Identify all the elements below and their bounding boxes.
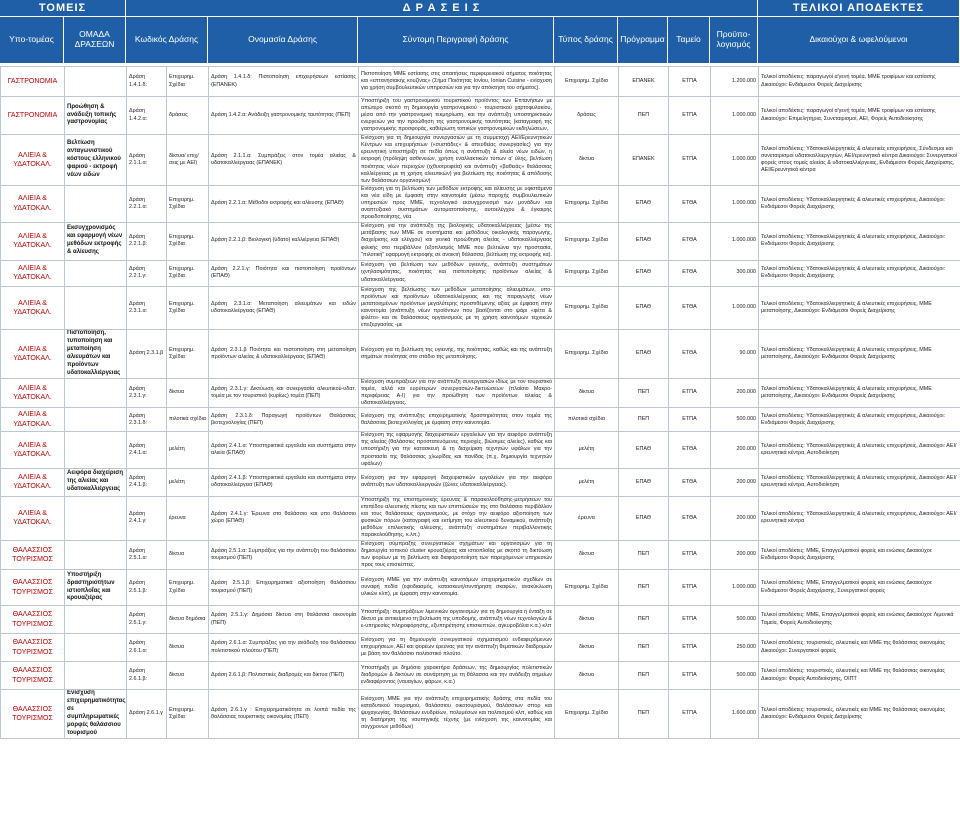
action-group-cell: Υποστήριξη δραστηριοτήτων ιστιοπλοΐας και κρουαζιέρας — [65, 570, 127, 606]
action-group-cell — [65, 496, 127, 540]
table-row — [1, 662, 960, 690]
sector-cell: ΑΛΙΕΙΑ & ΥΔΑΤΟΚΑΛ. — [1, 496, 65, 540]
description-cell: Ενίσχυση ΜΜΕ για την ανάπτυξη καινοτόμων επιχειρηματικών σχεδίων σε συναφή πεδία (εφοδιασμός, κατασκευή/συντήρηση σκαφών, ανακύκλωση υλικών κλπ), με έμφαση στην καινοτομία. — [359, 570, 555, 606]
fund-cell: ΕΤΘΑ — [669, 496, 711, 540]
description-cell: Ενίσχυση της εφαρμογής διαχειριστικών εργαλείων για την αειφόρο ανάπτυξη της αλιείας (θαλάσσιες προστατευόμενες περιοχές, βιώσιμες αλιείες), καθώς και υποστήριξη για την κατασκευή & τη διαχείριση τεχνητών υφάλων για την προστασία της θαλάσσιας χλωρίδας και πανίδας (π.χ. δημιουργία τεχνητών υφάλων) — [359, 432, 555, 469]
fund-cell: ΕΤΠΑ — [669, 97, 711, 135]
action-name-cell: Δράση 2.6.1.γ : Επιχειρηματικότητα σε λοιπά πεδία της θαλάσσιας τουριστικής οικονομίας (ΠΕΠ) — [209, 690, 359, 738]
table-row — [1, 378, 960, 408]
fund-cell: ΕΤΘΑ — [669, 432, 711, 469]
sector-cell: ΘΑΛΑΣΣΙΟΣ ΤΟΥΡΙΣΜΟΣ — [1, 690, 65, 738]
action-name-cell: Δράση 2.6.1.β: Πολιτιστικές διαδρομές και δίκτυα (ΠΕΠ) — [209, 662, 359, 690]
sector-cell: ΑΛΙΕΙΑ & ΥΔΑΤΟΚΑΛ. — [1, 185, 65, 222]
beneficiaries-cell: Τελικοί αποδέκτες: Υδατοκαλλιεργητικές & αλιευτικές επιχειρήσεις, ΜΜΕ μεταποίησης, Δικαιούχοι: Ενδιάμεσοι Φορείς Διαχείρισης — [759, 330, 960, 378]
table-row — [1, 185, 960, 222]
sector-cell: ΑΛΙΕΙΑ & ΥΔΑΤΟΚΑΛ. — [1, 330, 65, 378]
action-type-cell: μελέτη — [555, 468, 619, 496]
budget-cell: 1.000.000 — [711, 135, 759, 186]
table-row — [1, 330, 960, 378]
action-kind-cell: Επιχειρημ. Σχέδια — [167, 222, 209, 260]
action-name-cell: Δράση 2.5.1.β: Επιχειρηματικά αξιοποίηση θαλάσσιου τουρισμού (ΠΕΠ) — [209, 570, 359, 606]
sector-cell: ΓΑΣΤΡΟΝΟΜΙΑ — [1, 97, 65, 135]
action-kind-cell: δίκτυα — [167, 634, 209, 662]
action-code-cell: Δράση 2.4.1.β: — [127, 468, 167, 496]
action-code-cell: Δράση 2.5.1.α: — [127, 540, 167, 570]
action-type-cell: δίκτυα — [555, 378, 619, 408]
action-kind-cell: Επιχειρημ. Σχέδια — [167, 690, 209, 738]
action-kind-cell: δίκτυα — [167, 662, 209, 690]
col-action-code: Κωδικός Δράσης — [126, 17, 208, 63]
action-type-cell: δίκτυα — [555, 662, 619, 690]
action-group-cell — [65, 606, 127, 634]
budget-cell: 200.000 — [711, 432, 759, 469]
action-name-cell: Δράση 2.1.1.α: Συμπράξεις στον τομέα αλιείας & υδατοκαλλιέργειας (ΕΠΑΝΕΚ) — [209, 135, 359, 186]
program-cell: ΕΠΑΘ — [619, 185, 669, 222]
action-type-cell: δράσεις — [555, 97, 619, 135]
action-name-cell: Δράση 1.4.2.α: Ανάδειξη γαστρονομικής ταυτότητας (ΠΕΠ) — [209, 97, 359, 135]
action-code-cell: Δράση 2.4.1.α: — [127, 432, 167, 469]
beneficiaries-cell: Τελικοί αποδέκτες: Υδατοκαλλιεργητικές & αλιευτικές επιχειρήσεις, Δικαιούχοι: Ενδιάμεσοι Φορείς Διαχείρισης — [759, 185, 960, 222]
table-row — [1, 468, 960, 496]
fund-cell: ΕΤΘΑ — [669, 260, 711, 286]
action-type-cell: Επιχειρημ. Σχέδια — [555, 185, 619, 222]
budget-cell: 200.000 — [711, 378, 759, 408]
description-cell: Ενίσχυση συμπράξεων για την ανάπτυξη συνεργασιών ιδίως με τον τουριστικό τομέα, αλλά και ευρύτερων συνεργασιών-δικτυώσεων (πλαίσιο Μακρο-περιφέρειας Α-Ι) για την προώθηση των προϊόντων αλιείας & υδατοκαλλιέργειας. — [359, 378, 555, 408]
beneficiaries-cell: Τελικοί αποδέκτες: Υδατοκαλλιεργητικές & αλιευτικές επιχειρήσεις, Δικαιούχοι: ΑΕΙ/ ερευνητικά κέντρα — [759, 496, 960, 540]
description-cell: Ενίσχυση για βελτίωση των μεθόδων υγιεινής, ανάπτυξη συστημάτων ιχνηλασιμότητας, ποιότητας και πιστοποίησης προϊόντων αλιείας & υδατοκαλλιέργειας. — [359, 260, 555, 286]
action-code-cell: Δράση 1.4.1.δ: — [127, 67, 167, 97]
description-cell: Ενίσχυση για την εφαρμογή διαχειριστικών εργαλείων για την αειφόρο ανάπτυξη των υδατοκαλλιεργειών (ζώνες υδατοκαλλιέργειας). — [359, 468, 555, 496]
action-kind-cell: έρευνα — [167, 496, 209, 540]
table-row — [1, 286, 960, 330]
action-type-cell: Επιχειρημ. Σχέδια — [555, 330, 619, 378]
action-kind-cell: Επιχειρημ. Σχέδια — [167, 286, 209, 330]
action-kind-cell: Επιχειρημ. Σχέδια — [167, 260, 209, 286]
table-row — [1, 260, 960, 286]
action-name-cell: Δράση 2.4.1.γ: Έρευνα στο θαλάσσιο και υπο θαλάσσιο χώρο (ΕΠΑΘ) — [209, 496, 359, 540]
program-cell: ΠΕΠ — [619, 634, 669, 662]
action-kind-cell: δίκτυα δημόσια — [167, 606, 209, 634]
action-code-cell: Δράση 2.3.1.δ: — [127, 408, 167, 432]
fund-cell: ΕΤΠΑ — [669, 570, 711, 606]
action-type-cell: Επιχειρημ. Σχέδια — [555, 260, 619, 286]
description-cell: Ενίσχυση για τη βελτίωση των μεθόδων εκτροφής και αλίευσης με υφιστάμενα και νέα είδη με έμφαση στην καινοτομία (μέσω παροχής συμβουλευτικών υπηρεσιών προς ΜΜΕ, τεχνολογικό εκσυγχρονισμό των μονάδων και αναπτυξιακό συστημάτων αυτοματοποίησης, αυτοελέγχου & έγκαιρης προειδοποίησης, νέα — [359, 185, 555, 222]
program-cell: ΠΕΠ — [619, 606, 669, 634]
col-action-type: Τύπος δράσης — [554, 17, 618, 63]
sector-cell: ΑΛΙΕΙΑ & ΥΔΑΤΟΚΑΛ. — [1, 432, 65, 469]
action-group-cell: Ενίσχυση επιχειρηματικότητας σε συμπληρωματικές μορφές θαλάσσιου τουρισμού — [65, 690, 127, 738]
action-code-cell: Δράση 1.4.2.α: — [127, 97, 167, 135]
budget-cell: 1.000.000 — [711, 286, 759, 330]
action-type-cell: Επιχειρημ. Σχέδια — [555, 570, 619, 606]
action-name-cell: Δράση 2.4.1.α: Υποστηρικτικά εργαλεία και συστήματα στην αλιεία (ΕΠΑΘ) — [209, 432, 359, 469]
action-code-cell: Δράση 2.3.1.γ: — [127, 378, 167, 408]
action-kind-cell: δίκτυα — [167, 378, 209, 408]
sector-cell: ΑΛΙΕΙΑ & ΥΔΑΤΟΚΑΛ. — [1, 468, 65, 496]
description-cell: Ενίσχυση της ανάπτυξης επιχειρηματικής δραστηριότητας στον τομέα της θαλάσσιας βιοτεχνολογίας με έμφαση στην καινοτομία. — [359, 408, 555, 432]
action-name-cell: Δράση 2.5.1.α: Συμπράξεις για την ανάπτυξη του θαλάσσιου τουρισμού (ΠΕΠ) — [209, 540, 359, 570]
program-cell: ΠΕΠ — [619, 690, 669, 738]
beneficiaries-cell: Τελικοί αποδέκτες: Υδατοκαλλιεργητικές & αλιευτικές επιχειρήσεις, Δικαιούχοι: Ενδιάμεσοι Φορείς Διαχείρισης — [759, 260, 960, 286]
action-code-cell: Δράση 2.1.1.α: — [127, 135, 167, 186]
table-row — [1, 540, 960, 570]
sector-cell: ΘΑΛΑΣΣΙΟΣ ΤΟΥΡΙΣΜΟΣ — [1, 570, 65, 606]
header-final-recipients: ΤΕΛΙΚΟΙ ΑΠΟΔΕΚΤΕΣ — [758, 0, 960, 16]
fund-cell: ΕΤΘΑ — [669, 468, 711, 496]
budget-cell: 200.000 — [711, 540, 759, 570]
fund-cell: ΕΤΘΑ — [669, 222, 711, 260]
program-cell: ΕΠΑΘ — [619, 432, 669, 469]
beneficiaries-cell: Τελικοί αποδέκτες: Υδατοκαλλιεργητικές & αλιευτικές επιχειρήσεις, Σύνδεσμοι και συνεταιρισμοί υδατοκαλλιεργητών, ΑΕΙ/ερευνητικά κέντρα Δικαιούχοι: Συνεργατικοί φορείς στους τομείς αλιείας & υδατοκαλλιέργειας, Ενδιάμεσοι Φορείς Διαχείρισης, ΑΕΙ/Ερευνητικά κέντρα — [759, 135, 960, 186]
budget-cell: 1.000.000 — [711, 185, 759, 222]
action-name-cell: Δράση 2.2.1.β: Βιολογική (ύδατο) καλλιέργεια (ΕΠΑΘ) — [209, 222, 359, 260]
action-name-cell: Δράση 2.2.1.α: Μέθοδοι εκτροφής και αλίευσης (ΕΠΑΘ) — [209, 185, 359, 222]
action-name-cell: Δράση 2.3.1.γ: Δικτύωση και συνεργασία αλιευτικού-υδατ. τομέα με τον τουριστικό (κυρίως) τομέα (ΠΕΠ) — [209, 378, 359, 408]
fund-cell: ΕΤΠΑ — [669, 662, 711, 690]
action-name-cell: Δράση 2.2.1.γ: Ποιότητα και πιστοποίηση προϊόντων (ΕΠΑΘ) — [209, 260, 359, 286]
action-code-cell: Δράση 2.3.1.α: — [127, 286, 167, 330]
budget-cell: 1.600.000 — [711, 690, 759, 738]
fund-cell: ΕΤΠΑ — [669, 690, 711, 738]
description-cell: Πιστοποίηση ΜΜΕ εστίασης στις απαιτήσεις περιφερειακού σήματος ποιότητας και «επτανησιακής κουζίνας» (Σήμα Ποιότητας Ιονίου, Ionian Cuisine - ενίσχυση για χρήση συμβουλευτικών υπηρεσιών και για την απόκτηση του σήματος). — [359, 67, 555, 97]
description-cell: Ενίσχυση σύμπραξης συνεργατικών σχημάτων και οργανισμών για τη δημιουργία τοπικού cluster κρουαζιέρας και ιστιοπλοΐας με σκοπό τη δικτύωση των φορέων με τη βελτίωση και διαφοροποίηση των παρεχόμενων υπηρεσιών προς τους επισκέπτες. — [359, 540, 555, 570]
fund-cell: ΕΤΘΑ — [669, 286, 711, 330]
action-kind-cell: δράσεις — [167, 97, 209, 135]
actions-table — [0, 66, 960, 739]
program-cell: ΕΠΑΘ — [619, 468, 669, 496]
action-name-cell: Δράση 2.3.1.δ: Παραγωγή προϊόντων Θαλάσσιας βιοτεχνολογίας (ΠΕΠ) — [209, 408, 359, 432]
action-group-cell — [65, 432, 127, 469]
sector-cell: ΑΛΙΕΙΑ & ΥΔΑΤΟΚΑΛ. — [1, 135, 65, 186]
description-cell: Ενίσχυση για τη δημιουργία συνεργασιών με τη συμμετοχή ΑΕΙ/Ερευνητικών Κέντρων και επιχειρήσεων («συστάδες» & απευθείας συνεργασίες) για την ερευνητική υποστήριξη σε πεδία όπως η ανάπτυξη & αλιεία νέων ειδών, η εκτροφή (πρόληψη ασθενειών, χρήση εναλλακτικών τύπων α' ύλης, βελτίωση ποιότητας νέων περιοχών (ιχθυοτροφεία) και ανάπτυξη «βαθειάς» θαλάσσιας καλλιέργειας με τη χρήση αλιευτικών) για βελτίωση της ποιότητας & απόδοσης των θαλάσσιων οργανισμών) — [359, 135, 555, 186]
action-type-cell: Επιχειρημ. Σχέδια — [555, 286, 619, 330]
action-group-cell: Εκσυγχρονισμός και εφαρμογή νέων μεθόδων εκτροφής & αλίευσης — [65, 222, 127, 260]
sector-cell: ΑΛΙΕΙΑ & ΥΔΑΤΟΚΑΛ. — [1, 286, 65, 330]
action-group-cell — [65, 634, 127, 662]
beneficiaries-cell: Τελικοί αποδέκτες: Υδατοκαλλιεργητικές & αλιευτικές επιχειρήσεις, Δικαιούχοι: ΑΕΙ/ ερευνητικά κέντρα, Αυτοδιοίκηση — [759, 468, 960, 496]
action-code-cell: Δράση 2.6.1.β: — [127, 662, 167, 690]
col-action-group: ΟΜΑΔΑ ΔΡΑΣΕΩΝ — [64, 17, 126, 63]
program-cell: ΠΕΠ — [619, 570, 669, 606]
col-description: Σύντομη Περιγραφή δράσης — [358, 17, 554, 63]
action-type-cell: Επιχειρημ. Σχέδια — [555, 222, 619, 260]
fund-cell: ΕΤΘΑ — [669, 330, 711, 378]
fund-cell: ΕΤΠΑ — [669, 634, 711, 662]
action-group-cell — [65, 540, 127, 570]
beneficiaries-cell: Τελικοί αποδέκτες: παραγωγοί α'γενή τομέα, ΜΜΕ τροφίμων και εστίασης Δικαιούχοι: Ενδιάμεσοι Φορείς Διαχείρισης — [759, 67, 960, 97]
budget-cell: 200.000 — [711, 468, 759, 496]
action-group-cell — [65, 260, 127, 286]
action-kind-cell: Επιχειρημ. Σχέδια — [167, 570, 209, 606]
action-kind-cell: μελέτη — [167, 468, 209, 496]
budget-cell: 1.200.000 — [711, 67, 759, 97]
table-row — [1, 432, 960, 469]
table-row — [1, 135, 960, 186]
action-kind-cell: μελέτη — [167, 432, 209, 469]
beneficiaries-cell: Τελικοί αποδέκτες: τουριστικές, αλιευτικές και ΜΜΕ της θαλάσσιας οικονομίας Δικαιούχοι: Ενδιάμεσοι Φορείς Διαχείρισης — [759, 690, 960, 738]
action-group-cell: Βελτίωση ανταγωνιστικού κόστους ελληνικού ψαριού - εκτροφή νέων ειδών — [65, 135, 127, 186]
program-cell: ΕΠΑΘ — [619, 260, 669, 286]
table-row — [1, 690, 960, 738]
beneficiaries-cell: Τελικοί αποδέκτες: ΜΜΕ, Επαγγελματικοί φορείς και ενώσεις Δικαιούχοι: Λιμενικά Ταμεία, Φορείς Αυτοδιοίκησης — [759, 606, 960, 634]
action-type-cell: πιλοτικά σχέδια — [555, 408, 619, 432]
action-type-cell: Επιχειρημ. Σχέδια — [555, 690, 619, 738]
action-type-cell: έρευνα — [555, 496, 619, 540]
beneficiaries-cell: Τελικοί αποδέκτες: Υδατοκαλλιεργητικές & αλιευτικές επιχειρήσεις, ΜΜΕ μεταποίησης, Δικαιούχοι: Ενδιάμεσοι Φορείς Διαχείρισης — [759, 286, 960, 330]
action-kind-cell: πιλοτικά σχέδια — [167, 408, 209, 432]
action-type-cell: μελέτη — [555, 432, 619, 469]
budget-cell: 1.000.000 — [711, 222, 759, 260]
col-fund: Ταμείο — [668, 17, 710, 63]
action-code-cell: Δράση 2.6.1.α: — [127, 634, 167, 662]
action-name-cell: Δράση 2.6.1.α: Συμπράξεις για την ανάδειξη του θαλάσσιου πολιτιστικού πλούτου (ΠΕΠ) — [209, 634, 359, 662]
header-sectors: ΤΟΜΕΙΣ — [0, 0, 126, 16]
program-cell: ΠΕΠ — [619, 97, 669, 135]
program-cell: ΠΕΠ — [619, 408, 669, 432]
program-cell: ΕΠΑΝΕΚ — [619, 135, 669, 186]
sector-cell: ΑΛΙΕΙΑ & ΥΔΑΤΟΚΑΛ. — [1, 408, 65, 432]
action-code-cell: Δράση 2.3.1.β — [127, 330, 167, 378]
sector-cell: ΘΑΛΑΣΣΙΟΣ ΤΟΥΡΙΣΜΟΣ — [1, 662, 65, 690]
action-group-cell: Προώθηση & ανάδειξη τοπικής γαστρονομίας — [65, 97, 127, 135]
action-code-cell: Δράση 2.5.1.β: — [127, 570, 167, 606]
table-row — [1, 222, 960, 260]
budget-cell: 500.000 — [711, 606, 759, 634]
program-cell: ΕΠΑΝΕΚ — [619, 67, 669, 97]
col-action-name: Ονομασία Δράσης — [208, 17, 358, 63]
sector-cell: ΘΑΛΑΣΣΙΟΣ ΤΟΥΡΙΣΜΟΣ — [1, 540, 65, 570]
action-type-cell: δίκτυα — [555, 634, 619, 662]
description-cell: Υποστήριξη του γαστρονομικού τουριστικού προϊόντος των Επτανήσων με απώτερο σκοπό τη δημιουργία γαστρονομικού - τουριστικού χαρτοφυλακίου, μέσα από την γαστρονομική τεκμηρίωση, και την ανάπτυξη υποστηρικτικών ενεργειών για την προώθηση της γαστρονομικής ταυτότητας (καταγραφή της γαστρονομικής προσφοράς, καθιέρωση τοπικών γαστρονομικών εκδηλώσεων, — [359, 97, 555, 135]
sector-cell: ΘΑΛΑΣΣΙΟΣ ΤΟΥΡΙΣΜΟΣ — [1, 634, 65, 662]
beneficiaries-cell: Τελικοί αποδέκτες: τουριστικές, αλιευτικές και ΜΜΕ της θαλάσσιας οικονομίας Δικαιούχοι: Φορείς Αυτοδιοίκησης, ΟΙΠΤ — [759, 662, 960, 690]
description-cell: Υποστήριξη με δημόσιο χαρακτήρα δράσεων, της δημιουργίας πολιτιστικών διαδρομών & δικτύων σε συνάρτηση με τη θάλασσα και την ανάδειξη σημείων ενδιαφέροντος (ναυαγίων, φάρων, κ.α.) — [359, 662, 555, 690]
action-name-cell: Δράση 2.3.1.α: Μεταποίηση αλιευμάτων και ειδών υδατοκαλλιέργειας (ΕΠΑΘ) — [209, 286, 359, 330]
beneficiaries-cell: Τελικοί αποδέκτες: Υδατοκαλλιεργητικές & αλιευτικές επιχειρήσεις, Δικαιούχοι: ΑΕΙ/ ερευνητικά κέντρα, Αυτοδιοίκηση — [759, 432, 960, 469]
fund-cell: ΕΤΠΑ — [669, 67, 711, 97]
budget-cell: 500.000 — [711, 408, 759, 432]
beneficiaries-cell: Τελικοί αποδέκτες: ΜΜΕ, Επαγγελματικοί φορείς και ενώσεις Δικαιούχοι: Ενδιάμεσοι Φορείς Διαχείρισης, Συνεργατικοί φορείς — [759, 570, 960, 606]
action-kind-cell: Επιχειρημ. Σχέδια — [167, 67, 209, 97]
program-cell: ΠΕΠ — [619, 540, 669, 570]
action-group-cell — [65, 378, 127, 408]
action-code-cell: Δράση 2.5.1.γ: — [127, 606, 167, 634]
action-kind-cell: Επιχειρημ. Σχέδια — [167, 330, 209, 378]
beneficiaries-cell: Τελικοί αποδέκτες: Υδατοκαλλιεργητικές & αλιευτικές επιχειρήσεις, Δικαιούχοι: Ενδιάμεσοι Φορείς Διαχείρισης — [759, 222, 960, 260]
program-cell: ΕΠΑΘ — [619, 330, 669, 378]
description-cell: Ενίσχυση ΜΜΕ για την ανάπτυξη επιχειρηματικής δράσης στα πεδία του καταδυτικού τουρισμού, θαλάσσιου οικοτουρισμού, θαλάσσιων σπορ και ψυχαγωγίας, θαλάσσιων ενυδρείων, πολυμέσων και πολιτισμού κλπ, καθώς και τη διατήρηση της ναυπηγικής τέχνης (με ενίσχυση της καινοτομίας και σύγχρονων μεθόδων) — [359, 690, 555, 738]
program-cell: ΠΕΠ — [619, 662, 669, 690]
budget-cell: 1.000.000 — [711, 97, 759, 135]
program-cell: ΕΠΑΘ — [619, 222, 669, 260]
sector-cell: ΑΛΙΕΙΑ & ΥΔΑΤΟΚΑΛ. — [1, 378, 65, 408]
table-row — [1, 67, 960, 97]
action-name-cell: Δράση 1.4.1.δ: Πιστοποίηση επιχειρήσεων εστίασης (ΕΠΑΝΕΚ) — [209, 67, 359, 97]
action-name-cell: Δράση 2.4.1.β: Υποστηρικτικά εργαλεία και συστήματα στην υδατοκαλλιέργεια (ΕΠΑΘ) — [209, 468, 359, 496]
action-group-cell — [65, 286, 127, 330]
action-group-cell: Πιστοποίηση, τυποποίηση και μεταποίηση αλιευμάτων και προϊόντων υδατοκαλλιέργειας — [65, 330, 127, 378]
action-kind-cell: δίκτυα — [167, 540, 209, 570]
sector-cell: ΑΛΙΕΙΑ & ΥΔΑΤΟΚΑΛ. — [1, 222, 65, 260]
table-row — [1, 97, 960, 135]
action-type-cell: δίκτυα — [555, 540, 619, 570]
budget-cell: 1.000.000 — [711, 570, 759, 606]
budget-cell: 90.000 — [711, 330, 759, 378]
col-program: Πρόγραμμα — [618, 17, 668, 63]
description-cell: Υποστήριξη: συμπράξεων λιμενικών οργανισμών για τη δημιουργία ή ένταξη σε δίκτυα με αντικείμενο τη βελτίωση της υποδομής, ανάπτυξη νέων τεχνολογιών & ε-υπηρεσίες πληροφόρησης, εξυπηρέτησης επισκεπτών, αγκυροβόλια κ.α.) κλπ — [359, 606, 555, 634]
description-cell: Ενίσχυση της βελτίωσης των μεθόδων μεταποίησης αλιευμάτων, υπο-προϊόντων και προϊόντων υδατοκαλλιέργειας και της παραγωγής νέων μεταποιημένων προϊόντων μεγαλύτερης προστιθέμενης αξίας με έμφαση στην καινοτομία (ανάπτυξη νέων προϊόντων που βασίζονται στο ψάρι «φέτα & φιλέτο» και σε θαλάσσιους οργανισμούς με τη χρήση καινοτόμων τεχνικών επεξεργασίας -με — [359, 286, 555, 330]
beneficiaries-cell: Τελικοί αποδέκτες: ΜΜΕ, Επαγγελματικοί φορείς και ενώσεις Δικαιούχοι: Ενδιάμεσοι Φορείς Διαχείρισης — [759, 540, 960, 570]
program-cell: ΠΕΠ — [619, 378, 669, 408]
table-row — [1, 496, 960, 540]
action-name-cell: Δράση 2.5.1.γ: Δημόσια δίκτυα στη θαλάσσια οικονομία (ΠΕΠ) — [209, 606, 359, 634]
col-budget: Προϋπο-λογισμός — [710, 17, 758, 63]
table-row — [1, 634, 960, 662]
table-row — [1, 606, 960, 634]
action-group-cell — [65, 662, 127, 690]
fund-cell: ΕΤΠΑ — [669, 408, 711, 432]
action-type-cell: δίκτυα — [555, 135, 619, 186]
budget-cell: 250.000 — [711, 634, 759, 662]
table-row — [1, 408, 960, 432]
fund-cell: ΕΤΘΑ — [669, 185, 711, 222]
action-type-cell: Επιχειρημ. Σχέδια — [555, 67, 619, 97]
program-cell: ΕΠΑΘ — [619, 286, 669, 330]
description-cell: Ενίσχυση για την ανάπτυξη της βιολογικής υδατοκαλλιέργειας (μέσω της μετάβασης των ΜΜΕ σε συστήματα και μεθόδους οικολογικής παραγωγής, διαχείρισης και ελέγχου) και γενικά προώθηση αλιείας - υδατοκαλλιέργειας φιλικής στο περιβάλλον (εξοπλισμός ΜΜΕ που βελτιώνει την προστασία, "πιλοτική" εφαρμογή εκτροφής σε ανοικτή θάλασσα, βελτίωση της εκτροφής κα). — [359, 222, 555, 260]
sector-cell: ΑΛΙΕΙΑ & ΥΔΑΤΟΚΑΛ. — [1, 260, 65, 286]
fund-cell: ΕΤΠΑ — [669, 378, 711, 408]
action-code-cell: Δράση 2.4.1.γ: — [127, 496, 167, 540]
action-kind-cell: δίκτυα/ επιχ/σεις με ΑΕΙ) — [167, 135, 209, 186]
table-row — [1, 570, 960, 606]
beneficiaries-cell: Τελικοί αποδέκτες: παραγωγοί α'γενή τομέα, ΜΜΕ τροφίμων και εστίασης Δικαιούχοι: Επιμελητήρια, Συνεταιρισμοί, ΑΕΙ, Φορείς Αυτοδιοίκησης — [759, 97, 960, 135]
description-cell: Ενίσχυση για τη δημιουργία συνεργατικού σχηματισμού ενδιαφερόμενων επιχειρήσεων, ΑΕΙ και φορέων έρευνας για την ανάπτυξη θεματικών διαδρομών με βάση τον θαλάσσιο πολιτιστικό πλούτο. — [359, 634, 555, 662]
action-group-cell: Αειφόρα διαχείριση της αλιείας και υδατοκαλλιέργειας — [65, 468, 127, 496]
action-group-cell — [65, 185, 127, 222]
budget-cell: 500.000 — [711, 662, 759, 690]
fund-cell: ΕΤΠΑ — [669, 540, 711, 570]
action-type-cell: δίκτυα — [555, 606, 619, 634]
action-code-cell: Δράση 2.6.1.γ — [127, 690, 167, 738]
action-group-cell — [65, 67, 127, 97]
header-actions: Δ Ρ Α Σ Ε Ι Σ — [126, 0, 758, 16]
fund-cell: ΕΤΠΑ — [669, 135, 711, 186]
budget-cell: 200.000 — [711, 496, 759, 540]
program-cell: ΕΠΑΘ — [619, 496, 669, 540]
description-cell: Ενίσχυση για τη βελτίωση της υγιεινής, της ποιότητας, καθώς και της ανάπτυξη σημάτων ποιότητας στο στάδιο της μεταποίησης. — [359, 330, 555, 378]
action-code-cell: Δράση 2.2.1.β: — [127, 222, 167, 260]
budget-cell: 300.000 — [711, 260, 759, 286]
col-beneficiaries: Δικαιούχοι & ωφελούμενοι — [758, 17, 960, 63]
action-code-cell: Δράση 2.2.1.γ: — [127, 260, 167, 286]
sector-cell: ΓΑΣΤΡΟΝΟΜΙΑ — [1, 67, 65, 97]
beneficiaries-cell: Τελικοί αποδέκτες: τουριστικές, αλιευτικές και ΜΜΕ της θαλάσσιας οικονομίας Δικαιούχοι: Συνεργατικοί φορείς — [759, 634, 960, 662]
action-code-cell: Δράση 2.2.1.α: — [127, 185, 167, 222]
col-subsector: Υπο-τομέας — [0, 17, 64, 63]
action-name-cell: Δράση 2.3.1.β Ποιότητα και πιστοποίηση στη μεταποίηση προϊόντων αλιείας & υδατοκαλλιέργειας (ΕΠΑΘ) — [209, 330, 359, 378]
description-cell: Υποστήριξη της επιστημονικής έρευνας & παρακολούθησης-μετρήσεων του επιπέδου αλιευτικής πίεσης και των επιπτώσεών της στο θαλάσσιο περιβάλλον και τους θαλάσσιους οργανισμούς, με στόχο την αειφόρο αξιοποίηση των φυσικών πόρων (καταγραφή και εκτίμηση του αλιευτικού δυναμικού, ανάπτυξη μεθόδων επιλεκτικής αλίευσης, ανάπτυξη συστημάτων περιβαλλοντικής παρακολούθησης, κ.λπ.) — [359, 496, 555, 540]
action-group-cell — [65, 408, 127, 432]
action-kind-cell: Επιχειρημ. Σχέδια — [167, 185, 209, 222]
sector-cell: ΘΑΛΑΣΣΙΟΣ ΤΟΥΡΙΣΜΟΣ — [1, 606, 65, 634]
beneficiaries-cell: Τελικοί αποδέκτες: Υδατοκαλλιεργητικές & αλιευτικές επιχειρήσεις, Δικαιούχοι: Ενδιάμεσοι Φορείς Διαχείρισης — [759, 408, 960, 432]
fund-cell: ΕΤΠΑ — [669, 606, 711, 634]
beneficiaries-cell: Τελικοί αποδέκτες: Υδατοκαλλιεργητικές & αλιευτικές επιχειρήσεις, ΜΜΕ μεταποίησης, Δικαιούχοι: Ενδιάμεσοι Φορείς Διαχείρισης — [759, 378, 960, 408]
